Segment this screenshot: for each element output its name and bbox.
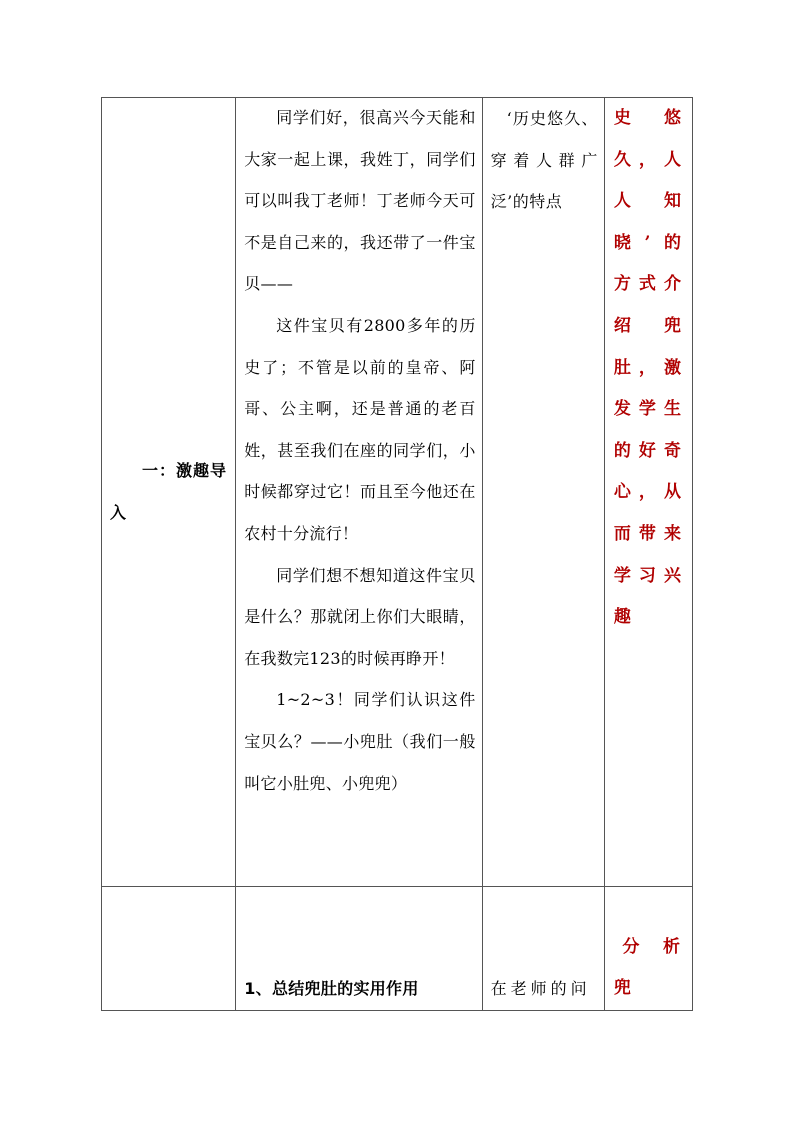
- content-paragraph: 同学们好，很高兴今天能和大家一起上课，我姓丁，同学们可以叫我丁老师！丁老师今天可不是自己来的，我还带了一件宝贝——: [244, 108, 476, 294]
- teaching-content-cell: [236, 98, 482, 887]
- table-row: [102, 887, 693, 1011]
- design-intent-cell: [604, 98, 692, 887]
- student-activity-cell: [482, 98, 604, 887]
- stage-cell: [102, 887, 236, 1011]
- content-paragraph: 1~2~3！同学们认识这件宝贝么？——小兜肚（我们一般叫它小肚兜、小兜兜）: [244, 690, 476, 793]
- content-paragraph: 这件宝贝有2800多年的历史了；不管是以前的皇帝、阿哥、公主啊，还是普通的老百姓，甚至我们在座的同学们，小时候都穿过它！而且至今他还在农村十分流行！: [244, 315, 476, 543]
- lesson-plan-table: [101, 97, 693, 1011]
- table-row: [102, 98, 693, 887]
- content-heading: 1、总结兜肚的实用作用: [244, 979, 419, 999]
- design-intent-text: 分析兜: [613, 936, 686, 999]
- student-activity-cell: [482, 887, 604, 1011]
- design-intent-text: 史悠久，人人知晓’的方式介绍兜肚，激发学生的好奇心，从而带来学习兴趣: [613, 108, 686, 628]
- stage-label: 一：激趣导入: [110, 461, 228, 522]
- student-activity-text: 在老师的问: [490, 979, 591, 999]
- design-intent-cell: [604, 887, 692, 1011]
- content-paragraph: 同学们想不想知道这件宝贝是什么？那就闭上你们大眼睛，在我数完123的时候再睁开！: [244, 565, 476, 668]
- stage-cell: [102, 98, 236, 887]
- teaching-content-cell: [236, 887, 482, 1011]
- student-activity-text: ‘历史悠久、穿着人群广泛’的特点: [490, 109, 598, 212]
